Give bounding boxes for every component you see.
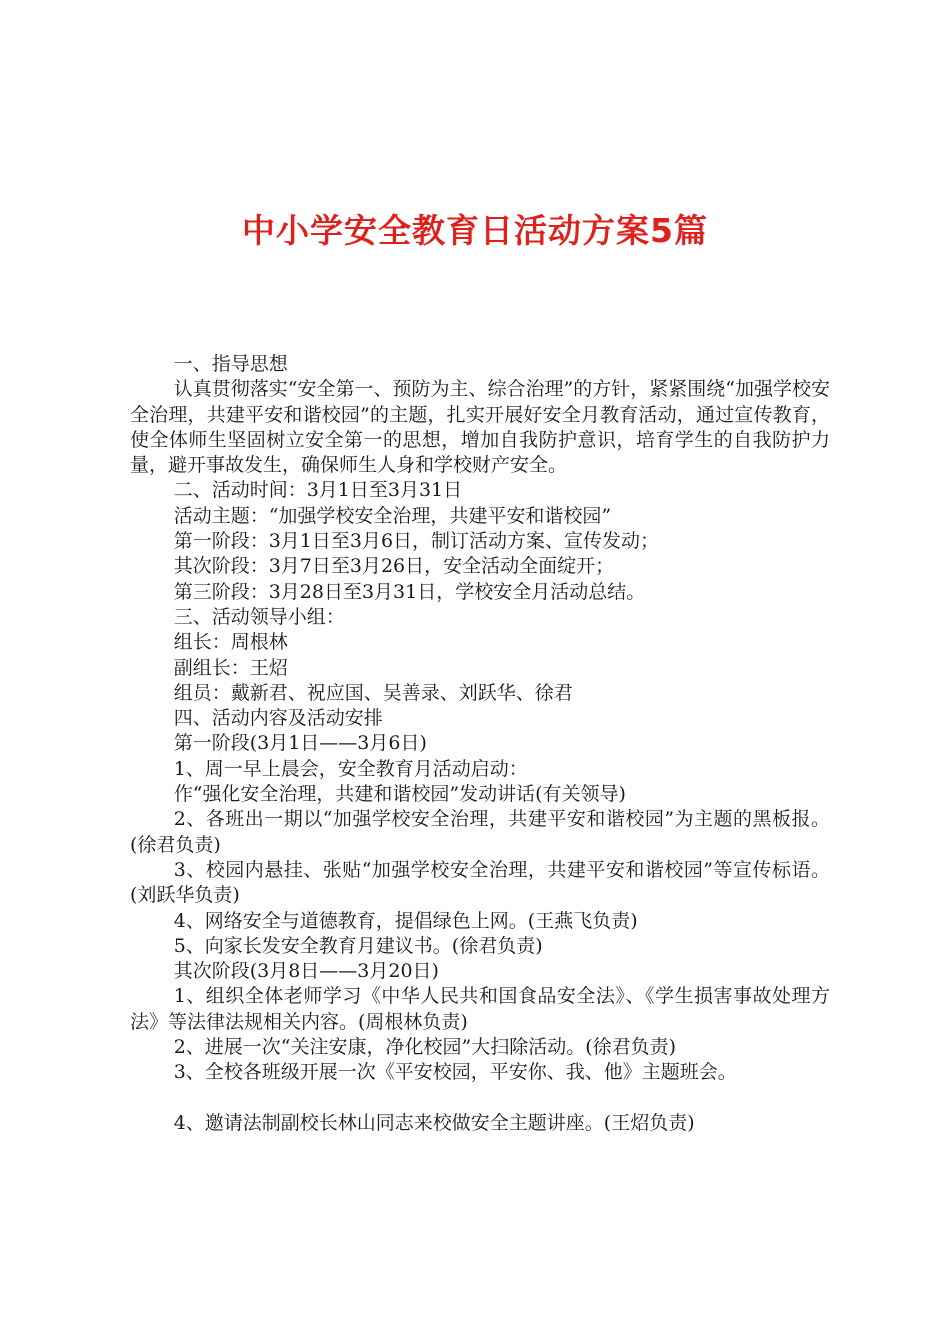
stage-one-heading: 第一阶段(3月1日——3月6日) <box>173 732 427 755</box>
list-item: 1、周一早上晨会，安全教育月活动启动： <box>173 757 528 780</box>
list-item: 作“强化安全治理，共建和谐校园”发动讲话(有关领导) <box>173 783 626 806</box>
stage-two-line: 其次阶段：3月7日至3月26日，安全活动全面绽开； <box>173 555 615 578</box>
list-item: 2、进展一次“关注安康，净化校园”大扫除活动。(徐君负责) <box>173 1036 677 1059</box>
list-item: 5、向家长发安全教育月建议书。(徐君负责) <box>173 934 543 957</box>
list-item: 3、校园内悬挂、张贴“加强学校安全治理，共建平安和谐校园”等宣传标语。(刘跃华负责) <box>130 858 830 907</box>
stage-three-line: 第三阶段：3月28日至3月31日，学校安全月活动总结。 <box>173 580 646 603</box>
section-heading-guiding-thought: 一、指导思想 <box>173 353 288 375</box>
activity-theme: 活动主题：“加强学校安全治理，共建平安和谐校园” <box>173 504 612 527</box>
section-heading-activity-content: 四、活动内容及活动安排 <box>173 707 383 730</box>
stage-two-heading: 其次阶段(3月8日——3月20日) <box>173 960 439 983</box>
document-body <box>130 352 830 1136</box>
section-heading-activity-time: 二、活动时间：3月1日至3月31日 <box>173 479 463 502</box>
list-item: 3、全校各班级开展一次《平安校园，平安你、我、他》主题班会。 <box>173 1061 737 1084</box>
deputy-group-leader: 副组长：王炤 <box>173 656 288 679</box>
list-item: 2、各班出一期以“加强学校安全治理，共建平安和谐校园”为主题的黑板报。(徐君负责) <box>130 808 830 856</box>
list-item: 1、组织全体老师学习《中华人民共和国食品安全法》、《学生损害事故处理方法》等法律法规相关内容。(周根林负责) <box>130 985 830 1033</box>
list-item: 4、邀请法制副校长林山同志来校做安全主题讲座。(王炤负责) <box>173 1111 695 1134</box>
group-members: 组员：戴新君、祝应国、吴善录、刘跃华、徐君 <box>173 681 573 704</box>
list-item: 4、网络安全与道德教育，提倡绿色上网。(王燕飞负责) <box>173 909 638 932</box>
section-heading-leadership-group: 三、活动领导小组： <box>173 605 345 628</box>
document-title: 中小学安全教育日活动方案5篇 <box>242 211 708 250</box>
group-leader: 组长：周根林 <box>173 631 288 654</box>
paragraph-guiding-thought: 认真贯彻落实“安全第一、预防为主、综合治理”的方针，紧紧围绕“加强学校安全治理，共建平安和谐校园”的主题，扎实开展好安全月教育活动，通过宣传教育，使全体师生坚固树立安全第一的思想，增加自我防护意识，培育学生的自我防护力量，避开事故发生，确保师生人身和学校财产安全。 <box>130 378 830 477</box>
stage-one-line: 第一阶段：3月1日至3月6日，制订活动方案、宣传发动； <box>173 530 660 553</box>
